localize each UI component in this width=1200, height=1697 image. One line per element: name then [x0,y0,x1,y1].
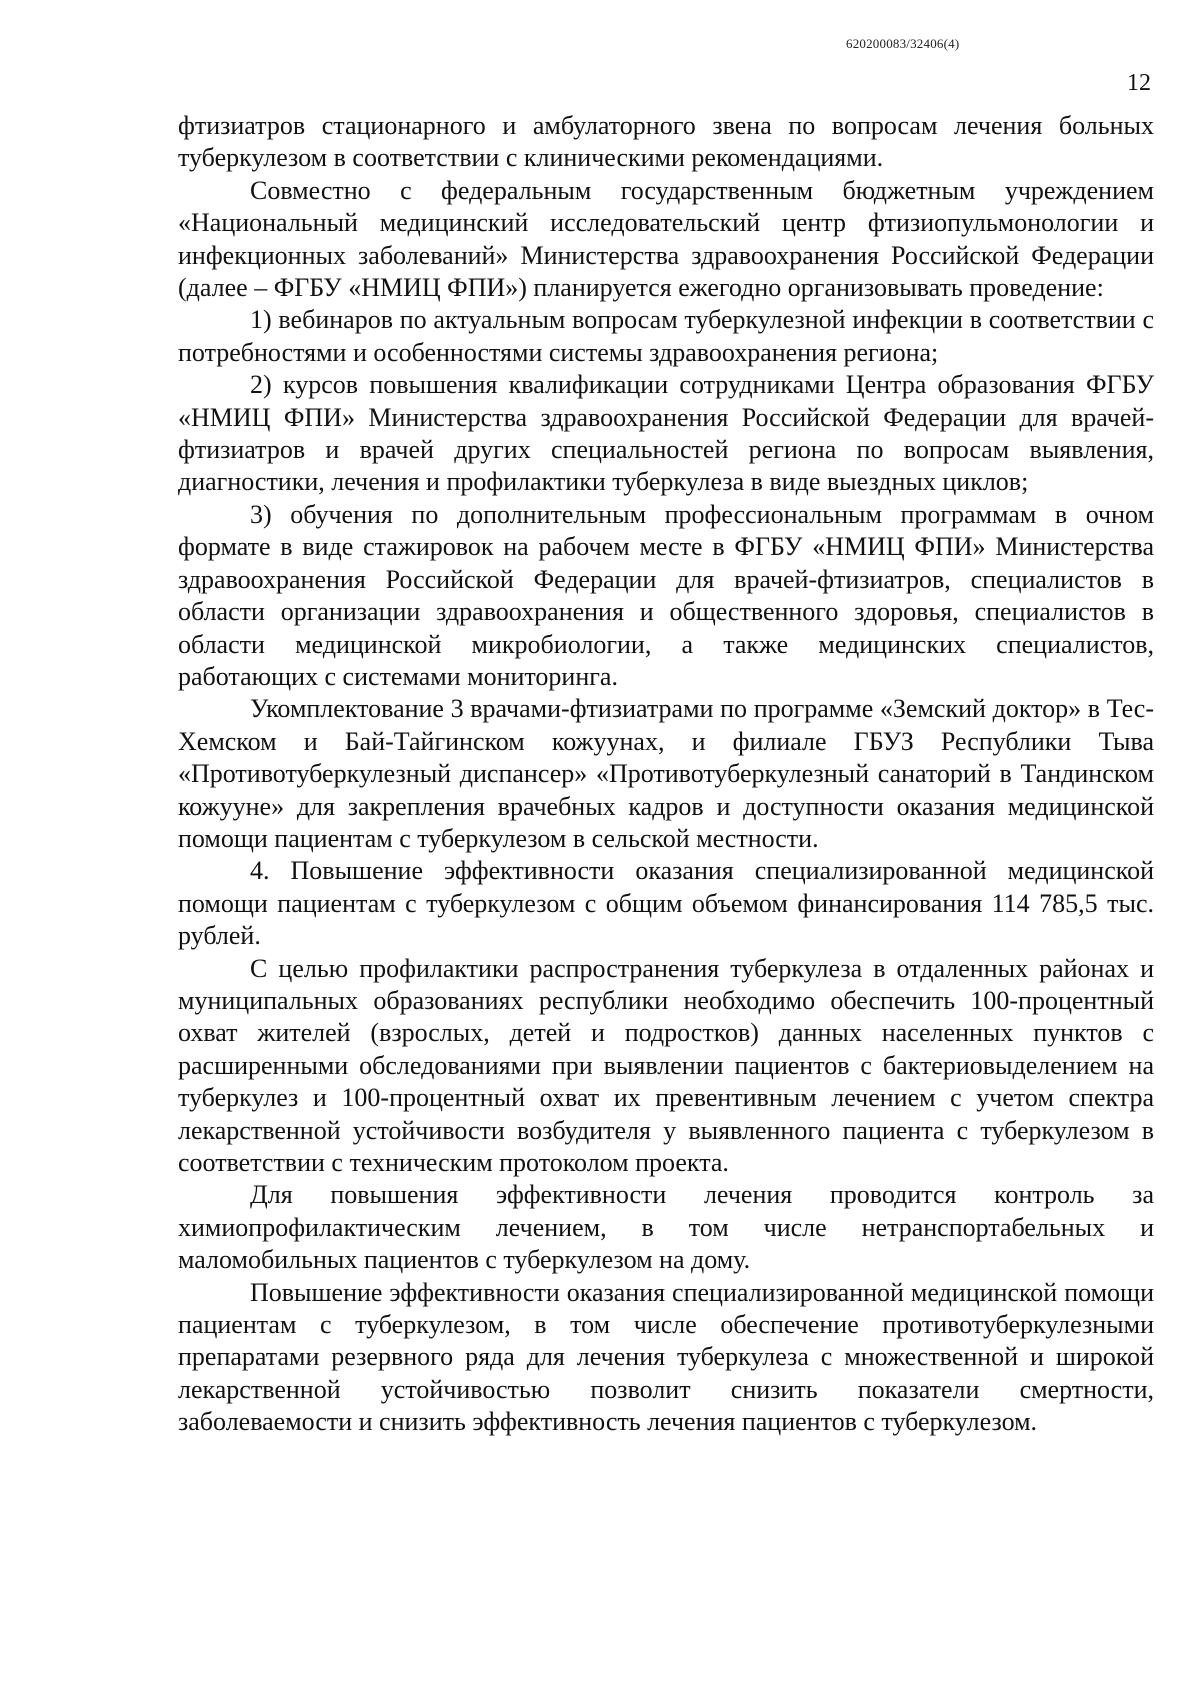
paragraph-continuation: фтизиатров стационарного и амбулаторного звена по вопросам лечения больных туберкулезом в соответствии с клиническими рекомендациями. [178,111,1154,173]
paragraph-fgbu-cooperation: Совместно с федеральным государственным бюджетным учреждением «Национальный медицинский исследовательский центр фтизиопульмонологии и инфекционных заболеваний» Министерства здравоохранения Российской Федерации (далее – ФГБУ «НМИЦ ФПИ») планируется ежегодно организовывать проведение: [178,175,1154,303]
paragraph-staffing: Укомплектование 3 врачами-фтизиатрами по программе «Земский доктор» в Тес-Хемском и Бай-Тайгинском кожуунах, и филиале ГБУЗ Республики Тыва «Противотуберкулезный диспансер» «Противотуберкулезный санаторий в Тандинском кожууне» для закрепления врачебных кадров и доступности оказания медицинской помощи пациентам с туберкулезом в сельской местности. [178,694,1154,853]
paragraph-prevention: С целью профилактики распространения туберкулеза в отдаленных районах и муниципальных образованиях республики необходимо обеспечить 100-процентный охват жителей (взрослых, детей и подростков) данных населенных пунктов с расширенными обследованиями при выявлении пациентов с бактериовыделением на туберкулез и 100-процентный охват их превентивным лечением с учетом спектра лекарственной устойчивости возбудителя у выявленного пациента с туберкулезом в соответствии с техническим протоколом проекта. [178,953,1154,1177]
section-heading-4: 4. Повышение эффективности оказания специализированной медицинской помощи пациентам с туберкулезом с общим объемом финансирования 114 785,5 тыс. рублей. [178,856,1154,951]
body-text [178,110,1154,1439]
list-item-webinars: 1) вебинаров по актуальным вопросам туберкулезной инфекции в соответствии с потребностями и особенностями системы здравоохранения региона; [178,305,1154,367]
paragraph-efficiency: Повышение эффективности оказания специализированной медицинской помощи пациентам с туберкулезом, в том числе обеспечение противотуберкулезными препаратами резервного ряда для лечения туберкулеза с множественной и широкой лекарственной устойчивостью позволит снизить показатели смертности, заболеваемости и снизить эффективность лечения пациентов с туберкулезом. [178,1277,1154,1437]
page-number: 12 [1127,70,1151,96]
document-id: 620200083/32406(4) [846,36,960,51]
list-item-courses: 2) курсов повышения квалификации сотрудниками Центра образования ФГБУ «НМИЦ ФПИ» Министерства здравоохранения Российской Федерации для врачей-фтизиатров и врачей других специальностей региона по вопросам выявления, диагностики, лечения и профилактики туберкулеза в виде выездных циклов; [178,370,1154,497]
list-item-training: 3) обучения по дополнительным профессиональным программам в очном формате в виде стажировок на рабочем месте в ФГБУ «НМИЦ ФПИ» Министерства здравоохранения Российской Федерации для врачей-фтизиатров, специалистов в области организации здравоохранения и общественного здоровья, специалистов в области медицинской микробиологии, а также медицинских специалистов, работающих с системами мониторинга. [178,499,1154,691]
paragraph-control: Для повышения эффективности лечения проводится контроль за химиопрофилактическим лечением, в том числе нетранспортабельных и маломобильных пациентов с туберкулезом на дому. [178,1180,1154,1275]
